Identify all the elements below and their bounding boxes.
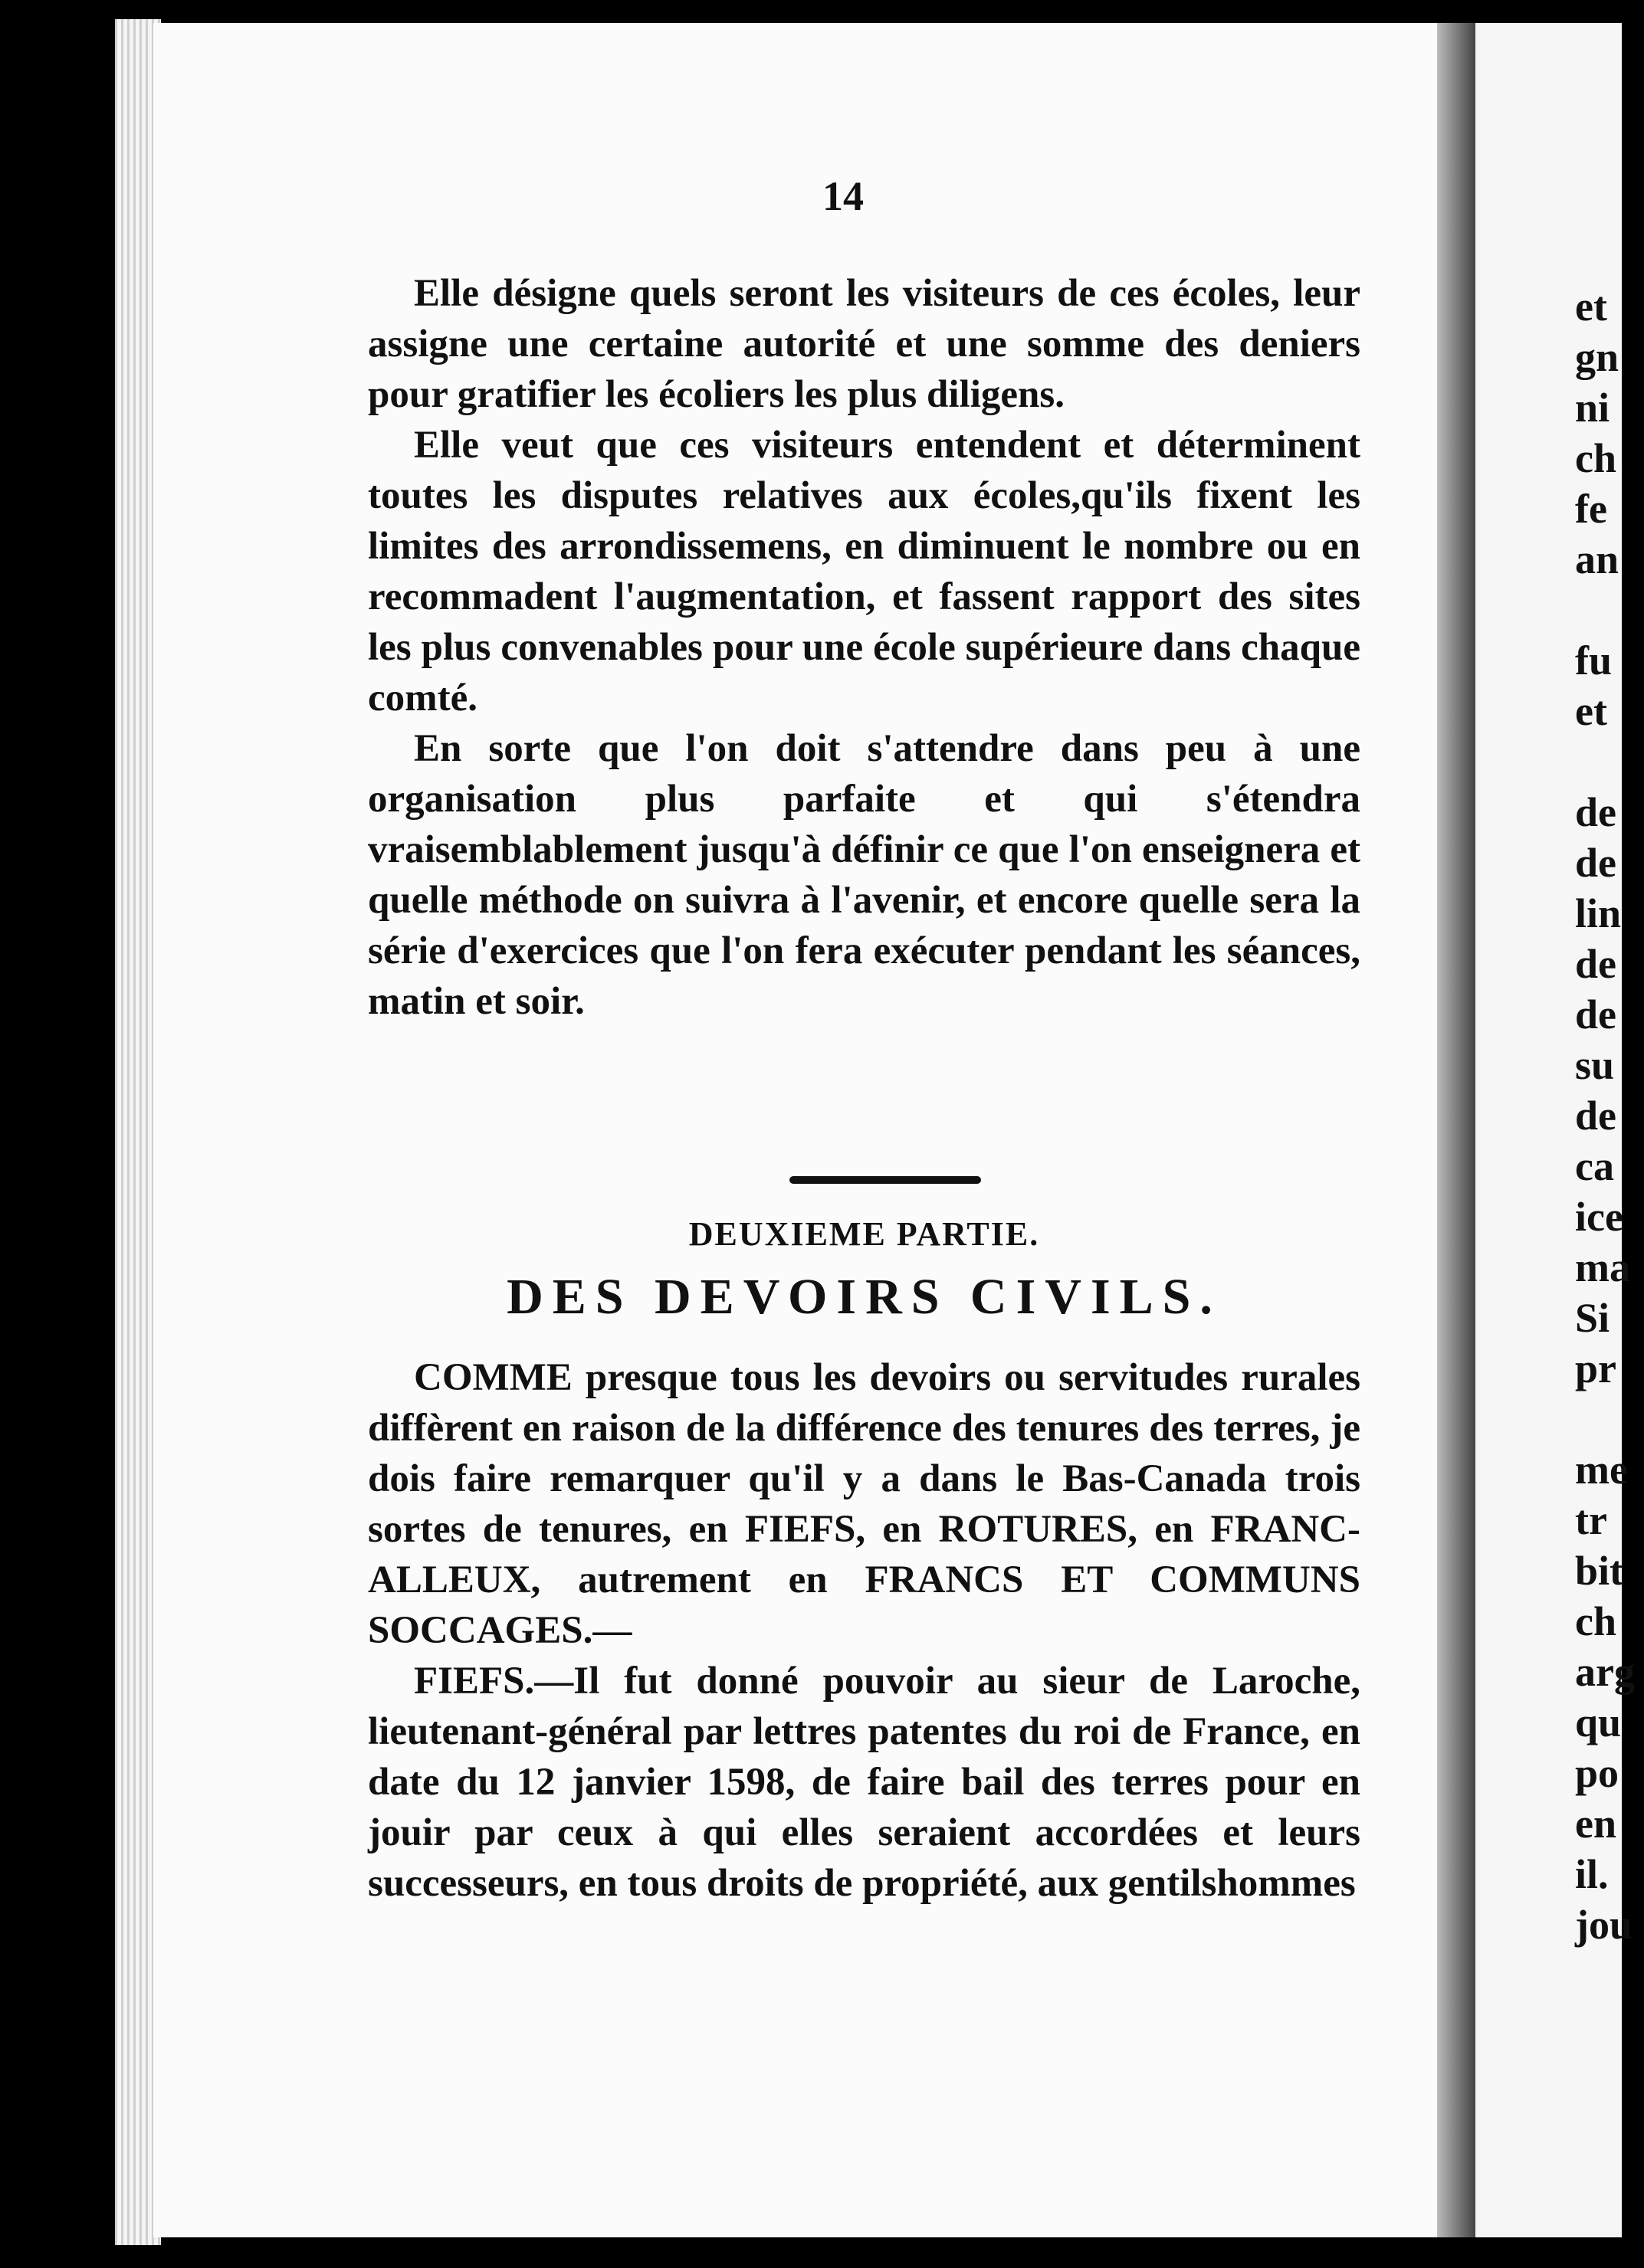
facing-page-text-fragment: bit <box>1575 1548 1624 1594</box>
paragraph: En sorte que l'on doit s'attendre dans peu à une organisation plus parfaite et qui s'étendra vraisemblablement jusqu'à définir ce que l'on enseignera et quelle méthode on suivra à l'avenir, et encore quelle sera la série d'exercices que l'on fera exécuter pendant les séances, matin et soir. <box>368 727 1360 1023</box>
facing-page-text-fragment: de <box>1575 840 1616 886</box>
facing-page-text-fragment: ni <box>1575 385 1610 431</box>
section-divider <box>789 1176 981 1184</box>
facing-page-text-fragment: fe <box>1575 486 1607 532</box>
facing-page-text-fragment: tr <box>1575 1497 1607 1543</box>
facing-page-text-fragment: ice <box>1575 1194 1623 1240</box>
facing-page-text-fragment: me <box>1575 1447 1628 1493</box>
paragraph: Elle veut que ces visiteurs entendent et déterminent toutes les disputes relatives aux écoles,qu'ils fixent les limites des arrondissemens, en diminuent le nombre ou en recommadent l'augmentation, et fassent rapport des sites les plus convenables pour une école supérieure dans chaque comté. <box>368 424 1360 719</box>
facing-page-text-fragment: et <box>1575 688 1607 734</box>
facing-page-text-fragment: il. <box>1575 1851 1609 1897</box>
facing-page-text-fragment: qu <box>1575 1699 1622 1745</box>
paragraph: Elle désigne quels seront les visiteurs de ces écoles, leur assigne une certaine autorité et une somme des deniers pour gratifier les écoliers les plus diligens. <box>368 272 1360 416</box>
text-block-bottom <box>368 1352 1360 1909</box>
facing-page-text-fragment: Si <box>1575 1295 1610 1341</box>
facing-page-text-fragment: et <box>1575 284 1607 329</box>
paragraph: FIEFS.—Il fut donné pouvoir au sieur de Laroche, lieutenant-général par lettres patentes du roi de France, en date du 12 janvier 1598, de faire bail des terres pour en jouir par ceux à qui elles seraient accordées et leurs successeurs, en tous droits de propriété, aux gentilshommes <box>368 1660 1360 1905</box>
facing-page-text-fragment: pr <box>1575 1345 1616 1391</box>
facing-page-text-fragment: ca <box>1575 1143 1614 1189</box>
facing-page-text-fragment: ch <box>1575 1598 1616 1644</box>
facing-page-text-fragment: en <box>1575 1801 1616 1847</box>
text-block-top <box>368 268 1360 1027</box>
facing-page-text-fragment: de <box>1575 941 1616 987</box>
facing-page-text-fragment: jou <box>1575 1902 1633 1948</box>
facing-page-text-fragment: de <box>1575 789 1616 835</box>
facing-page-text-fragment: lin <box>1575 890 1622 936</box>
facing-page-text-fragment: de <box>1575 1093 1616 1139</box>
facing-page-text-fragment: fu <box>1575 637 1613 683</box>
facing-page-text-fragment: ma <box>1575 1244 1630 1290</box>
paragraph: COMME presque tous les devoirs ou servitudes rurales diffèrent en raison de la différence des tenures des terres, je dois faire remarquer qu'il y a dans le Bas-Canada trois sortes de tenures, en FIEFS, en ROTURES, en FRANC-ALLEUX, autrement en FRANCS ET COMMUNS SOCCAGES.— <box>368 1356 1360 1652</box>
facing-page-fragment <box>1475 23 1635 2237</box>
facing-page-text-fragment: ch <box>1575 435 1616 481</box>
gutter-shadow <box>1437 23 1475 2237</box>
page-number: 14 <box>822 173 864 219</box>
facing-page-text-fragment: gn <box>1575 334 1619 380</box>
facing-page-text-fragment: po <box>1575 1750 1619 1796</box>
facing-page-text-fragment: arg <box>1575 1649 1635 1695</box>
facing-page-text-fragment: su <box>1575 1042 1615 1088</box>
facing-page-text-fragment: an <box>1575 536 1619 582</box>
facing-page-text-fragment: de <box>1575 991 1616 1037</box>
part-label: DEUXIEME PARTIE. <box>688 1215 1040 1253</box>
section-title: DES DEVOIRS CIVILS. <box>507 1269 1222 1325</box>
